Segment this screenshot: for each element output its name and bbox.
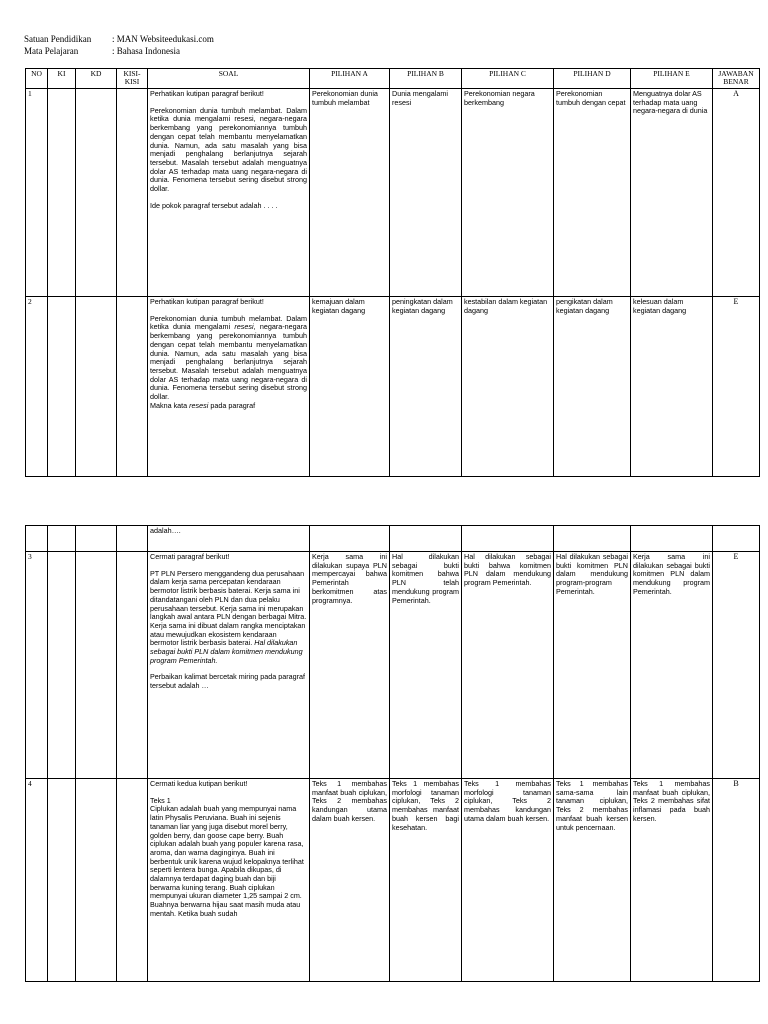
- header-jawaban-benar: JAWABAN BENAR: [713, 69, 760, 89]
- table-row: [26, 779, 760, 982]
- question-prompt: Ide pokok paragraf tersebut adalah . . . .: [150, 200, 278, 210]
- question-text: [148, 297, 310, 477]
- row-ki: [48, 526, 76, 552]
- option-c: Teks 1 membahas morfologi tanaman ciplukan, Teks 2 membahas kandungan utama dalam buah kersen.: [462, 779, 554, 982]
- table-row-continued: [26, 526, 760, 552]
- subject-value: : Bahasa Indonesia: [112, 46, 180, 56]
- header-ki: KI: [48, 69, 76, 89]
- row-kd: [76, 297, 117, 477]
- prompt-part: Makna kata: [150, 400, 190, 410]
- option-d: Hal dilakukan sebagai bukti komitmen PLN dalam mendukung program-program Pemerintah.: [554, 552, 631, 779]
- option-b: Hal dilakukan sebagai bukti komitmen bahwa PLN telah mendukung program Pemerintah.: [390, 552, 462, 779]
- passage-part: Perekonomian dunia tumbuh melambat. Dalam ketika dunia mengalami: [150, 313, 307, 332]
- row-kisi-kisi: [117, 89, 148, 297]
- option-c: Perekonomian negara berkembang: [462, 89, 554, 297]
- question-passage: Perekonomian dunia tumbuh melambat. Dalam ketika dunia mengalami resesi, negara-negara berkembang yang perekonomiannya tumbuh dengan cepat telah membantu menyelamatkan dunia. Namun, ada satu masalah yang bisa menjadi penghalang berlanjutnya sejarah tersebut. Masalah tersebut adalah menguatnya dolar AS terhadap mata uang negara-negara di dunia. Fenomena tersebut sering disebut strong dollar.: [150, 105, 307, 194]
- passage-part: PT PLN Persero menggandeng dua perusahaan dalam kerja sama percepatan kendaraan bermotor listrik berbasis baterai. Kerja sama ini ditandatangani oleh PLN dan dua pelaku perusahaan tersebut. Kerja sama ini merupakan langkah awal antara PLN dengan berbagai Mitra. Kerja sama ini dibuat dalam rangka menciptakan atau mewujudkan ekosistem kendaraan bermotor listrik berbasis baterai.: [150, 568, 307, 648]
- option-d: Teks 1 membahas sama-sama lain tanaman ciplukan, Teks 2 membahas manfaat buah kersen untuk pencernaan.: [554, 779, 631, 982]
- row-ki: [48, 779, 76, 982]
- row-ki: [48, 89, 76, 297]
- header-pilihan-c: PILIHAN C: [462, 69, 554, 89]
- prompt-italic: resesi: [189, 400, 209, 410]
- option-a: Teks 1 membahas manfaat buah ciplukan, Teks 2 membahas kandungan utama dalam buah kersen.: [310, 779, 390, 982]
- question-passage: [150, 315, 307, 402]
- row-number: 1: [26, 89, 48, 297]
- table-header-row: [26, 69, 760, 89]
- row-kd: [76, 779, 117, 982]
- row-number: [26, 526, 48, 552]
- question-prompt: [150, 402, 307, 411]
- option-e: Menguatnya dolar AS terhadap mata uang negara-negara di dunia: [631, 89, 713, 297]
- header-soal: SOAL: [148, 69, 310, 89]
- table-row: [26, 297, 760, 477]
- school-info: [24, 33, 214, 45]
- option-e: Kerja sama ini dilakukan sebagai bukti komitmen PLN dalam mendukung program Pemerintah.: [631, 552, 713, 779]
- header-kisi-kisi: KISI-KISI: [117, 69, 148, 89]
- school-value: : MAN Websiteedukasi.com: [112, 34, 214, 44]
- correct-answer: [713, 526, 760, 552]
- option-c: [462, 526, 554, 552]
- row-ki: [48, 552, 76, 779]
- correct-answer: B: [713, 779, 760, 982]
- question-text: [148, 552, 310, 779]
- question-table-continued: [25, 525, 760, 982]
- option-a: Kerja sama ini dilakukan supaya PLN mempercayai bahwa Pemerintah berkomitmen atas programnya.: [310, 552, 390, 779]
- row-number: 4: [26, 779, 48, 982]
- option-a: kemajuan dalam kegiatan dagang: [310, 297, 390, 477]
- question-continued: adalah….: [148, 526, 310, 552]
- header-no: NO: [26, 69, 48, 89]
- row-ki: [48, 297, 76, 477]
- question-prompt: Perbaikan kalimat bercetak miring pada paragraf tersebut adalah …: [150, 672, 306, 691]
- subject-info: [24, 45, 180, 57]
- question-teks-label: Teks 1: [150, 795, 171, 805]
- row-kd: [76, 89, 117, 297]
- table-row: [26, 89, 760, 297]
- header-kd: KD: [76, 69, 117, 89]
- question-intro: Perhatikan kutipan paragraf berikut!: [150, 89, 264, 98]
- option-d: [554, 526, 631, 552]
- option-e: [631, 526, 713, 552]
- option-c: Hal dilakukan sebagai bukti bahwa komitmen PLN dalam mendukung program Pemerintah.: [462, 552, 554, 779]
- passage-italic: Hal dilakukan sebagai bukti PLN dalam komitmen mendukung program Pemerintah.: [150, 638, 303, 665]
- option-d: pengikatan dalam kegiatan dagang: [554, 297, 631, 477]
- table-row: [26, 552, 760, 779]
- question-text: [148, 89, 310, 297]
- row-kisi-kisi: [117, 526, 148, 552]
- subject-label: Mata Pelajaran: [24, 46, 79, 56]
- header-pilihan-e: PILIHAN E: [631, 69, 713, 89]
- option-d: Perekonomian tumbuh dengan cepat: [554, 89, 631, 297]
- header-pilihan-a: PILIHAN A: [310, 69, 390, 89]
- question-intro: Cermati paragraf berikut!: [150, 552, 230, 561]
- question-intro: Cermati kedua kutipan berikut!: [150, 779, 248, 788]
- correct-answer: E: [713, 552, 760, 779]
- option-c: kestabilan dalam kegiatan dagang: [462, 297, 554, 477]
- correct-answer: E: [713, 297, 760, 477]
- header-pilihan-b: PILIHAN B: [390, 69, 462, 89]
- question-passage: [150, 570, 307, 666]
- option-a: [310, 526, 390, 552]
- row-number: 3: [26, 552, 48, 779]
- school-label: Satuan Pendidikan: [24, 34, 92, 44]
- question-text: [148, 779, 310, 982]
- option-e: kelesuan dalam kegiatan dagang: [631, 297, 713, 477]
- option-b: Dunia mengalami resesi: [390, 89, 462, 297]
- row-number: 2: [26, 297, 48, 477]
- option-b: Teks 1 membahas morfologi tanaman ciplukan, Teks 2 membahas manfaat buah kersen bagi kesehatan.: [390, 779, 462, 982]
- header-pilihan-d: PILIHAN D: [554, 69, 631, 89]
- question-table: [25, 68, 760, 477]
- option-e: Teks 1 membahas manfaat buah ciplukan, Teks 2 membahas sifat inflamasi pada buah kersen.: [631, 779, 713, 982]
- row-kisi-kisi: [117, 779, 148, 982]
- question-intro: Perhatikan kutipan paragraf berikut!: [150, 297, 264, 306]
- prompt-part: pada paragraf: [208, 400, 256, 410]
- passage-part: , negara-negara berkembang yang perekonomiannya tumbuh dengan cepat telah membantu menyelamatkan dunia. Namun, ada satu masalah yang bisa menjadi penghalang berlanjutnya sejarah tersebut. Masalah tersebut adalah menguatnya dolar AS terhadap mata uang negara-negara di dunia. Fenomena tersebut sering disebut strong dollar.: [150, 322, 307, 402]
- row-kd: [76, 552, 117, 779]
- row-kisi-kisi: [117, 297, 148, 477]
- option-a: Perekonomian dunia tumbuh melambat: [310, 89, 390, 297]
- passage-italic: resesi: [234, 322, 254, 332]
- correct-answer: A: [713, 89, 760, 297]
- option-b: peningkatan dalam kegiatan dagang: [390, 297, 462, 477]
- option-b: [390, 526, 462, 552]
- row-kd: [76, 526, 117, 552]
- row-kisi-kisi: [117, 552, 148, 779]
- question-passage: Ciplukan adalah buah yang mempunyai nama latin Physalis Peruviana. Buah ini sejenis tanaman liar yang juga disebut morel berry, golden berry, dan goose cape berry. Buah ciplukan adalah buah yang populer karena rasa, aroma, dan warna daginginya. Buah ini berbentuk unik karena wujud kelopaknya terlihat seperti lentera bunga. Apabila dikupas, di dalamnya terdapat daging buah dan biji berwarna kuning terang. Buah ciplukan mempunyai ukuran diameter 1,25 sampai 2 cm. Buahnya berwarna hijau saat masih muda atau mentah. Ketika buah sudah: [150, 804, 304, 918]
